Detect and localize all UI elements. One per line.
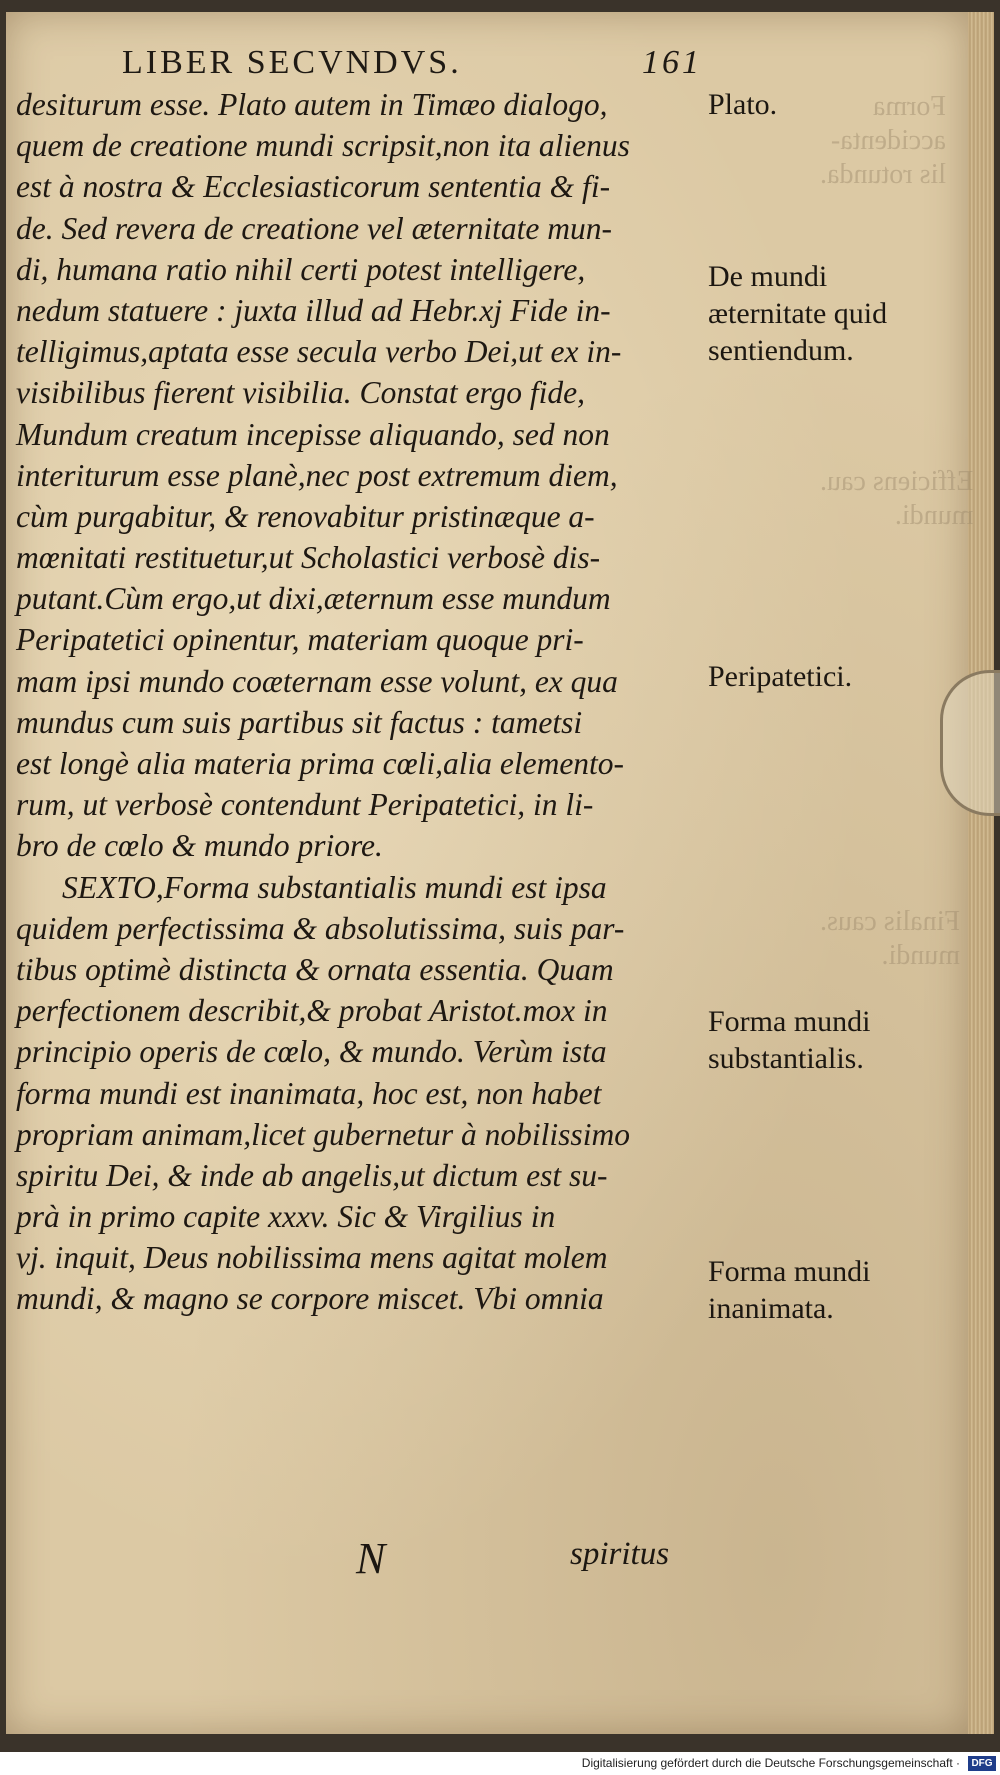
text-line: prà in primo capite xxxv. Sic & Virgilius in	[16, 1199, 556, 1235]
text-line: Peripatetici opinentur, materiam quoque pri-	[16, 622, 584, 658]
catchword: spiritus	[570, 1536, 670, 1572]
page-clip	[940, 670, 1000, 816]
text-line: mundus cum suis partibus sit factus : tametsi	[16, 704, 583, 740]
digitization-credit: Digitalisierung gefördert durch die Deutsche Forschungsgemeinschaft ·	[581, 1756, 960, 1770]
text-line: mundi, & magno se corpore miscet. Vbi omnia	[16, 1281, 604, 1317]
text-line: quidem perfectissima & absolutissima, suis par-	[16, 910, 625, 946]
text-line: quem de creatione mundi scripsit,non ita alienus	[16, 128, 630, 164]
text-line: spiritu Dei, & inde ab angelis,ut dictum est su-	[16, 1157, 608, 1193]
margin-note-mundi-aeternitate: De mundi æternitate quid sentiendum.	[708, 260, 888, 367]
margin-note-plato: Plato.	[708, 88, 778, 121]
text-line: mœnitati restituetur,ut Scholastici verbosè dis-	[16, 540, 601, 576]
main-text-block	[16, 84, 706, 1320]
text-line: est à nostra & Ecclesiasticorum sententia & fi-	[16, 169, 611, 205]
text-line: putant.Cùm ergo,ut dixi,æternum esse mundum	[16, 581, 611, 617]
text-line: bro de cœlo & mundo priore.	[16, 828, 383, 864]
text-line: perfectionem describit,& probat Aristot.mox in	[16, 993, 608, 1029]
text-line: mam ipsi mundo coæternam esse volunt, ex qua	[16, 663, 618, 699]
margin-note-peripatetici: Peripatetici.	[708, 660, 853, 693]
text-line: desiturum esse. Plato autem in Timæo dialogo,	[16, 87, 608, 122]
text-line: visibilibus fierent visibilia. Constat ergo fide,	[16, 375, 586, 411]
dfg-logo: DFG	[968, 1756, 996, 1771]
bleed-through-lower: Finalis caus. mundi.	[820, 906, 960, 971]
text-line: telligimus,aptata esse secula verbo Dei,ut ex in-	[16, 334, 622, 370]
text-line: propriam animam,licet gubernetur à nobilissimo	[16, 1116, 630, 1152]
running-title: LIBER SECVNDVS.	[122, 44, 462, 81]
bleed-through-top: Forma accidenta- lis rotunda.	[820, 91, 946, 190]
signature-mark: N	[356, 1534, 386, 1583]
text-line: tibus optimè distincta & ornata essentia. Quam	[16, 951, 614, 987]
margin-note-forma-inanimata: Forma mundi inanimata.	[708, 1255, 871, 1325]
text-line: est longè alia materia prima cœli,alia elemento-	[16, 746, 625, 781]
text-line: de. Sed revera de creatione vel æternitate mun-	[16, 210, 612, 246]
page-edges	[968, 12, 994, 1734]
page-number: 161	[642, 44, 702, 81]
text-line: interiturum esse planè,nec post extremum diem,	[16, 457, 618, 493]
text-line: rum, ut verbosè contendunt Peripatetici, in li-	[16, 787, 594, 823]
text-line: principio operis de cœlo, & mundo. Verùm ista	[16, 1034, 607, 1070]
text-line: vj. inquit, Deus nobilissima mens agitat molem	[16, 1240, 608, 1276]
margin-note-forma-substantialis: Forma mundi substantialis.	[708, 1005, 871, 1075]
bleed-through-middle: Efficiens cau. mundi.	[820, 466, 974, 531]
text-line: forma mundi est inanimata, hoc est, non habet	[16, 1075, 602, 1111]
text-line: Mundum creatum incepisse aliquando, sed non	[16, 416, 610, 452]
running-header	[122, 44, 702, 84]
text-line: di, humana ratio nihil certi potest intelligere,	[16, 251, 586, 287]
text-line: cùm purgabitur, & renovabitur pristinæque a-	[16, 498, 595, 534]
text-line: nedum statuere : juxta illud ad Hebr.xj Fide in-	[16, 292, 611, 328]
text-line: SEXTO,Forma substantialis mundi est ipsa	[62, 869, 607, 905]
